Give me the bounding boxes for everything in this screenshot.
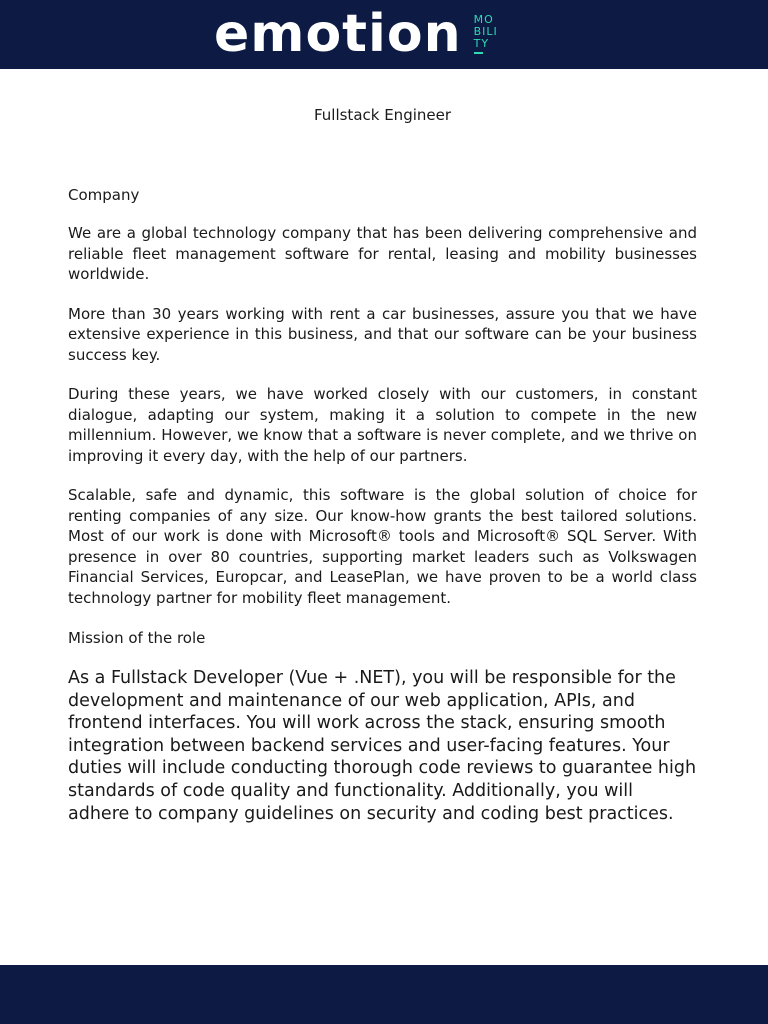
logo-underline (474, 52, 483, 54)
mission-paragraph (68, 667, 697, 825)
header-bar (0, 0, 768, 69)
logo-wordmark: emotion (214, 4, 462, 64)
company-paragraph: We are a global technology company that has been delivering comprehensive and reliable fleet management software for rental, leasing and mobility businesses worldwide. (68, 224, 697, 283)
company-heading: Company (68, 186, 140, 204)
company-paragraph: Scalable, safe and dynamic, this software is the global solution of choice for renting companies of any size. Our know-how grants the best tailored solutions. Most of our work is done with Microsoft® tools and Microsoft® SQL Server. With presence in over 80 countries, supporting market leaders such as Volkswagen Financial Services, Europcar, and LeasePlan, we have proven to be a world class technology partner for mobility fleet management. (68, 486, 697, 607)
document-body (68, 104, 697, 825)
logo-subtitle-line-1: MO (473, 13, 494, 26)
mission-description: , you will be responsible for the development and maintenance of our web application, APIs, and frontend interfaces. You will work across the stack, ensuring smooth integration between backend services and user-facing features. Your duties will include conducting thorough code reviews to guarantee high standards of code quality and functionality. Additionally, you will adhere to company guidelines on security and coding best practices. (68, 668, 697, 824)
mission-prefix: As a (68, 668, 111, 688)
logo-subtitle-line-2: BILI (473, 25, 498, 38)
logo-subtitle (474, 14, 498, 54)
mission-role-title: Fullstack Developer (Vue + .NET) (110, 668, 401, 688)
mission-heading: Mission of the role (68, 629, 206, 647)
company-paragraph: During these years, we have worked closely with our customers, in constant dialogue, adapting our system, making it a solution to compete in the new millennium. However, we know that a software is never complete, and we thrive on improving it every day, with the help of our partners. (68, 385, 697, 465)
footer-bar (0, 965, 768, 1024)
logo-subtitle-line-3: TY (473, 37, 490, 50)
company-paragraph: More than 30 years working with rent a car businesses, assure you that we have extensive experience in this business, and that our software can be your business success key. (68, 304, 697, 364)
company-logo (214, 4, 498, 64)
document-title: Fullstack Engineer (313, 106, 452, 124)
